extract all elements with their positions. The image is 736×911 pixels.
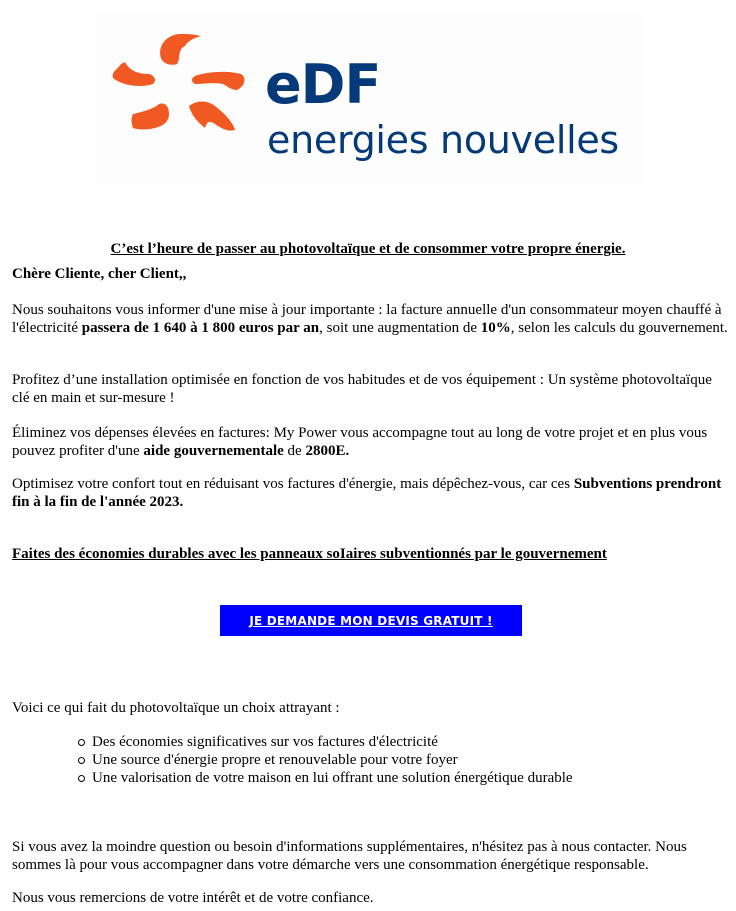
text: Éliminez vos dépenses élevées en factures: My Power vous accompagne tout au long de votre projet et en plus vous pouvez profiter d'une — [12, 425, 708, 459]
list-item-text: Une valorisation de votre maison en lui offrant une solution énergétique durable — [92, 770, 573, 786]
logo-subtitle: energies nouvelles — [267, 118, 619, 162]
logo-brand-text: eDF — [265, 53, 381, 116]
emphasis-amount: 2800E. — [305, 443, 350, 459]
quote-request-link[interactable]: JE DEMANDE MON DEVIS GRATUIT ! — [249, 614, 493, 628]
text: de — [283, 443, 306, 459]
circle-bullet-icon — [78, 775, 85, 782]
emphasis-deadline: Subventions prendront fin à la fin de l'année 2023. — [12, 476, 722, 510]
text: Nous souhaitons vous informer d'une mise à jour importante : la facture annuelle d'un consommateur moyen chauffé à l'électricité — [12, 302, 722, 336]
emphasis-percent: 10% — [480, 320, 511, 336]
greeting: Chère Cliente, cher Client,, — [12, 266, 187, 282]
paragraph-deadline — [12, 475, 728, 511]
emphasis-aid: aide gouvernementale — [143, 443, 284, 459]
list-item — [92, 751, 573, 769]
benefits-intro: Voici ce qui fait du photovoltaïque un choix attrayant : — [12, 700, 340, 716]
list-item — [92, 733, 573, 751]
paragraph-price-increase — [12, 301, 728, 337]
edf-logo — [97, 14, 645, 184]
list-item-text: Une source d'énergie propre et renouvelable pour votre foyer — [92, 752, 458, 768]
text: Optimisez votre confort tout en réduisant vos factures d'énergie, mais dépêchez-vous, car ces — [12, 476, 574, 492]
circle-bullet-icon — [78, 739, 85, 746]
benefits-list — [0, 733, 573, 787]
logo-petal-top — [160, 34, 201, 65]
paragraph-aid — [12, 424, 728, 460]
logo-petal-left — [113, 62, 155, 86]
logo-petal-bottom-left — [132, 103, 170, 129]
text: , soit une augmentation de — [319, 320, 481, 336]
contact-paragraph: Si vous avez la moindre question ou besoin d'informations supplémentaires, n'hésitez pas à nous contacter. Nous sommes là pour vous accompagner dans votre démarche vers une consommation énergétique responsable. — [12, 839, 687, 873]
logo-petal-bottom-right — [189, 102, 235, 131]
circle-bullet-icon — [78, 757, 85, 764]
thanks-paragraph: Nous vous remercions de votre intérêt et de votre confiance. — [12, 890, 374, 906]
logo-petal-right — [192, 72, 244, 90]
paragraph-installation: Profitez d’une installation optimisée en fonction de vos habitudes et de vos équipement : Un système photovoltaïque clé en main et sur-mesure ! — [12, 372, 712, 406]
quote-request-button[interactable] — [220, 605, 522, 636]
list-item-text: Des économies significatives sur vos factures d'électricité — [92, 734, 438, 750]
text: , selon les calculs du gouvernement. — [510, 320, 728, 336]
emphasis-price: passera de 1 640 à 1 800 euros par an — [81, 320, 320, 336]
list-item — [92, 769, 573, 787]
email-title: C’est l’heure de passer au photovoltaïque et de consommer votre propre énergie. — [110, 241, 626, 257]
edf-flower-logo-icon — [97, 14, 267, 144]
subheading: Faites des économies durables avec les panneaux soIaires subventionnés par le gouvernement — [12, 546, 607, 562]
